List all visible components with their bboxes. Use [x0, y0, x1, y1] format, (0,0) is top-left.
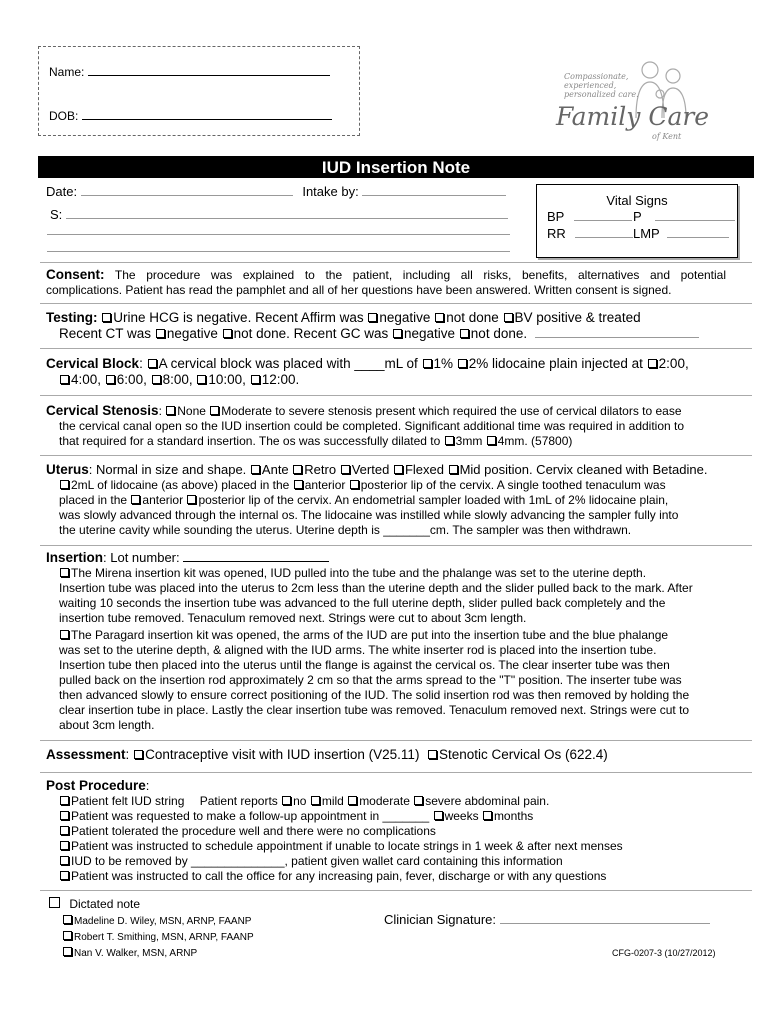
mirena-text: The Mirena insertion kit was opened, IUD pulled into the tube and the phalange was set to the uterine depth.: [71, 566, 647, 580]
consent-heading: Consent:: [46, 267, 105, 282]
rr-row: [547, 226, 633, 241]
mirena-text: Insertion tube was placed into the uterus to 2cm less than the uterine depth and the slider pulled back to the mark. After: [59, 581, 693, 595]
family-care-logo: [556, 58, 710, 142]
pulse-row: [633, 209, 735, 224]
stenosis-none-checkbox[interactable]: [166, 406, 175, 415]
call-office-checkbox[interactable]: [60, 871, 69, 880]
weeks-checkbox[interactable]: [434, 811, 443, 820]
testing-text: negative: [379, 310, 431, 325]
stenosis-text: 3mm: [455, 434, 483, 448]
subjective-row: [50, 207, 508, 222]
post-text: Patient was instructed to schedule appointment if unable to locate strings in 1 week & after next menses: [71, 839, 623, 853]
testing-text: BV positive & treated: [514, 310, 641, 325]
uterus-text: anterior: [304, 478, 346, 492]
paragard-checkbox[interactable]: [60, 630, 69, 639]
affirm-negative-checkbox[interactable]: [368, 313, 377, 322]
subjective-line-3[interactable]: [47, 251, 510, 252]
lot-number-field[interactable]: [183, 561, 329, 562]
clinician-name: Madeline D. Wiley, MSN, ARNP, FAANP: [74, 916, 252, 927]
gc-negative-checkbox[interactable]: [393, 329, 402, 338]
consent-text-1: The procedure was explained to the patient, including all risks, benefits, alternatives and potential: [114, 268, 727, 282]
logo-tagline-1: Compassionate,: [564, 72, 629, 81]
cervical-block-text: 2% lidocaine plain injected at: [468, 356, 643, 371]
clinician-name: Robert T. Smithing, MSN, ARNP, FAANP: [74, 932, 254, 943]
uterus-text: Mid position. Cervix cleaned with Betadine.: [459, 462, 708, 477]
paragard-text: about 3cm length.: [59, 718, 155, 732]
uterus-text: Retro: [304, 462, 337, 477]
intake-by-field[interactable]: [362, 195, 506, 196]
uterus-text: Flexed: [404, 462, 444, 477]
cervical-block-text: 10:00,: [208, 372, 246, 387]
site-2-checkbox[interactable]: [648, 359, 657, 368]
retro-checkbox[interactable]: [293, 465, 302, 474]
uterus-text: the uterine cavity while sounding the uterus. Uterine depth is _______cm. The sampler was then withdrawn.: [59, 523, 632, 537]
dictated-checkbox[interactable]: [49, 897, 60, 908]
uterus-text: Ante: [261, 462, 289, 477]
testing-notes-field[interactable]: [535, 337, 699, 338]
stenosis-text: None: [177, 404, 206, 418]
site-10-checkbox[interactable]: [197, 375, 206, 384]
cervical-block-text: 12:00.: [261, 372, 300, 387]
form-id: CFG-0207-3 (10/27/2012): [612, 948, 716, 958]
contraceptive-visit-checkbox[interactable]: [134, 750, 143, 759]
lmp-field[interactable]: [667, 237, 729, 238]
uterus-heading: Uterus: [46, 462, 89, 477]
uterus-section: [46, 462, 726, 538]
mid-position-checkbox[interactable]: [449, 465, 458, 474]
uterus-text: posterior lip of the cervix. A single toothed tenaculum was: [360, 478, 666, 492]
mirena-text: waiting 10 seconds the insertion tube was advanced to the full uterine depth, slider pulled back completely and the: [59, 596, 666, 610]
stenotic-os-checkbox[interactable]: [428, 750, 437, 759]
consent-section: [46, 267, 726, 298]
mirena-checkbox[interactable]: [60, 568, 69, 577]
tenaculum-anterior-checkbox[interactable]: [131, 495, 140, 504]
affirm-not-done-checkbox[interactable]: [435, 313, 444, 322]
subjective-field[interactable]: [66, 218, 508, 219]
dob-label: DOB:: [49, 109, 79, 123]
logo-tagline-2: experienced,: [564, 81, 617, 90]
paragard-text: clear insertion tube in place. Lastly the clear insertion tube was removed. Tenaculum removed next. Strings were cut to: [59, 703, 690, 717]
pain-mild-checkbox[interactable]: [311, 796, 320, 805]
urine-hcg-checkbox[interactable]: [102, 313, 111, 322]
clinician-list: [62, 914, 254, 962]
lidocaine-2pct-checkbox[interactable]: [458, 359, 467, 368]
stenosis-moderate-checkbox[interactable]: [210, 406, 219, 415]
date-row: [46, 184, 506, 199]
insertion-heading: Insertion: [46, 550, 104, 565]
ct-not-done-checkbox[interactable]: [223, 329, 232, 338]
vital-signs-box: [536, 184, 738, 258]
verted-checkbox[interactable]: [341, 465, 350, 474]
tenaculum-posterior-checkbox[interactable]: [187, 495, 196, 504]
dictated-row: [48, 897, 140, 911]
post-text: moderate: [359, 794, 410, 808]
post-text: no: [293, 794, 307, 808]
flexed-checkbox[interactable]: [394, 465, 403, 474]
post-text: :: [145, 778, 150, 793]
bv-positive-checkbox[interactable]: [504, 313, 513, 322]
post-procedure-section: [46, 778, 726, 884]
date-label: Date:: [46, 184, 78, 199]
cervical-block-text: A cervical block was placed with ____mL of: [158, 356, 418, 371]
clinician-checkbox[interactable]: [63, 931, 72, 940]
logo-brand-sub: of Kent: [652, 132, 682, 141]
dilated-4mm-checkbox[interactable]: [487, 436, 496, 445]
post-text: Patient tolerated the procedure well and there were no complications: [71, 824, 436, 838]
stenosis-text: :: [158, 404, 162, 418]
pain-severe-checkbox[interactable]: [414, 796, 423, 805]
lot-number-label: : Lot number:: [103, 550, 180, 565]
testing-heading: Testing:: [46, 310, 98, 325]
stenosis-text: Moderate to severe stenosis present which required the use of cervical dilators to ease: [221, 404, 682, 418]
dob-row: [49, 109, 332, 123]
uterus-text: was slowly advanced through the internal os. The lidocaine was instilled while slowly advancing the sampler fully into: [59, 508, 679, 522]
subjective-line-2[interactable]: [47, 234, 510, 235]
testing-text: not done.: [470, 326, 528, 341]
testing-text: not done. Recent GC was: [233, 326, 389, 341]
stenosis-text: 4mm. (57800): [497, 434, 573, 448]
divider: [40, 890, 752, 891]
post-text: Patient was instructed to call the office for any increasing pain, fever, discharge or with any questions: [71, 869, 607, 883]
gc-not-done-checkbox[interactable]: [460, 329, 469, 338]
bp-label: BP: [547, 209, 565, 224]
no-complications-checkbox[interactable]: [60, 826, 69, 835]
ante-checkbox[interactable]: [251, 465, 260, 474]
logo-brand: Family Care: [556, 102, 710, 131]
assessment-section: [46, 747, 726, 763]
post-text: Patient was requested to make a follow-up appointment in _______: [71, 809, 430, 823]
lmp-label: LMP: [633, 226, 660, 241]
site-4-checkbox[interactable]: [60, 375, 69, 384]
cervical-block-text: 4:00,: [71, 372, 102, 387]
consent-text-2: complications. Patient has read the pamphlet and all of her questions have been answered. Written consent is signed.: [46, 283, 672, 297]
cervical-block-heading: Cervical Block: [46, 356, 140, 371]
testing-section: [46, 310, 726, 342]
subjective-label: S:: [50, 207, 63, 222]
paragard-text: pulled back on the insertion rod approximately 2 cm so that the arms spread to the "T" position. The inserter tube was: [59, 673, 682, 687]
post-text: IUD to be removed by ______________, patient given wallet card containing this information: [71, 854, 563, 868]
lidocaine-1pct-checkbox[interactable]: [423, 359, 432, 368]
cervical-block-text: 8:00,: [162, 372, 193, 387]
mirena-text: insertion tube removed. Tenaculum removed next. Strings were cut to about 3cm length.: [59, 611, 527, 625]
cervical-block-text: :: [139, 356, 143, 371]
site-6-checkbox[interactable]: [106, 375, 115, 384]
signature-label: Clinician Signature:: [384, 912, 497, 927]
assessment-heading: Assessment: [46, 747, 126, 762]
divider: [40, 262, 752, 263]
date-field[interactable]: [81, 195, 293, 196]
site-8-checkbox[interactable]: [152, 375, 161, 384]
post-procedure-heading: Post Procedure: [46, 778, 146, 793]
lidocaine-placed-checkbox[interactable]: [60, 480, 69, 489]
cervical-block-section: [46, 356, 726, 388]
vital-signs-title: Vital Signs: [606, 193, 668, 208]
lidocaine-posterior-checkbox[interactable]: [350, 480, 359, 489]
bp-row: [547, 209, 632, 224]
logo-tagline-3: personalized care.: [564, 90, 639, 99]
form-title: IUD Insertion Note: [38, 156, 754, 178]
assessment-text: Stenotic Cervical Os (622.4): [438, 747, 608, 762]
stenosis-text: the cervical canal open so the IUD insertion could be completed. Significant additional time was required in addition to: [59, 419, 685, 433]
cervical-block-text: 1%: [433, 356, 454, 371]
insertion-section: [46, 550, 726, 733]
uterus-text: placed in the: [59, 493, 128, 507]
name-field[interactable]: [88, 75, 330, 76]
post-text: mild: [321, 794, 344, 808]
clinician-checkbox[interactable]: [63, 947, 72, 956]
testing-text: Urine HCG is negative. Recent Affirm was: [113, 310, 364, 325]
post-text: Patient felt IUD string: [71, 794, 185, 808]
paragard-text: Insertion tube then placed into the uterus until the flange is against the cervical os. The clear inserter tube was then: [59, 658, 670, 672]
lmp-row: [633, 226, 729, 241]
dilated-3mm-checkbox[interactable]: [445, 436, 454, 445]
divider: [40, 545, 752, 546]
divider: [40, 455, 752, 456]
follow-up-checkbox[interactable]: [60, 811, 69, 820]
testing-text: Recent CT was: [59, 326, 152, 341]
paragard-text: then advanced slowly to ensure correct positioning of the IUD. The solid insertion rod was then removed by holding the: [59, 688, 690, 702]
uterus-text: posterior lip of the cervix. An endometrial sampler loaded with 1mL of 2% lidocaine plain,: [198, 493, 669, 507]
pain-moderate-checkbox[interactable]: [348, 796, 357, 805]
uterus-text: anterior: [142, 493, 184, 507]
rr-field[interactable]: [575, 237, 633, 238]
stenosis-text: that required for a standard insertion. The os was successfully dilated to: [59, 434, 441, 448]
signature-row: [384, 912, 710, 927]
name-row: [49, 65, 330, 79]
signature-field[interactable]: [500, 923, 710, 924]
dob-field[interactable]: [82, 119, 332, 120]
patient-id-box: [38, 46, 360, 136]
uterus-text: 2mL of lidocaine (as above) placed in the: [71, 478, 290, 492]
lidocaine-anterior-checkbox[interactable]: [294, 480, 303, 489]
paragard-text: was set to the uterine depth, & aligned with the IUD arms. The white inserter rod is placed into the insertion tube.: [59, 643, 657, 657]
post-text: severe abdominal pain.: [425, 794, 550, 808]
dictated-label: Dictated note: [69, 897, 141, 911]
intake-by-label: Intake by:: [302, 184, 359, 199]
pain-no-checkbox[interactable]: [282, 796, 291, 805]
cervical-block-text: 2:00,: [658, 356, 689, 371]
assessment-text: :: [125, 747, 130, 762]
testing-text: negative: [166, 326, 218, 341]
stenosis-section: [46, 403, 726, 449]
post-text: Patient reports: [199, 794, 278, 808]
uterus-text: Verted: [351, 462, 390, 477]
divider: [40, 395, 752, 396]
clinician-checkbox[interactable]: [63, 915, 72, 924]
pulse-field[interactable]: [655, 220, 735, 221]
divider: [40, 303, 752, 304]
name-label: Name:: [49, 65, 85, 79]
cervical-block-checkbox[interactable]: [148, 359, 157, 368]
rr-label: RR: [547, 226, 566, 241]
post-text: months: [493, 809, 534, 823]
site-12-checkbox[interactable]: [251, 375, 260, 384]
locate-strings-checkbox[interactable]: [60, 841, 69, 850]
months-checkbox[interactable]: [483, 811, 492, 820]
bp-field[interactable]: [574, 220, 632, 221]
iud-removal-checkbox[interactable]: [60, 856, 69, 865]
pulse-label: P: [633, 209, 642, 224]
stenosis-heading: Cervical Stenosis: [46, 403, 159, 418]
divider: [40, 348, 752, 349]
felt-string-checkbox[interactable]: [60, 796, 69, 805]
assessment-text: Contraceptive visit with IUD insertion (V25.11): [145, 747, 420, 762]
divider: [40, 772, 752, 773]
uterus-text: : Normal in size and shape.: [88, 462, 247, 477]
paragard-text: The Paragard insertion kit was opened, the arms of the IUD are put into the insertion tube and the blue phalange: [71, 628, 669, 642]
testing-text: negative: [403, 326, 456, 341]
cervical-block-text: 6:00,: [116, 372, 147, 387]
clinician-name: Nan V. Walker, MSN, ARNP: [74, 948, 198, 959]
ct-negative-checkbox[interactable]: [156, 329, 165, 338]
post-text: weeks: [444, 809, 479, 823]
divider: [40, 740, 752, 741]
testing-text: not done: [446, 310, 499, 325]
